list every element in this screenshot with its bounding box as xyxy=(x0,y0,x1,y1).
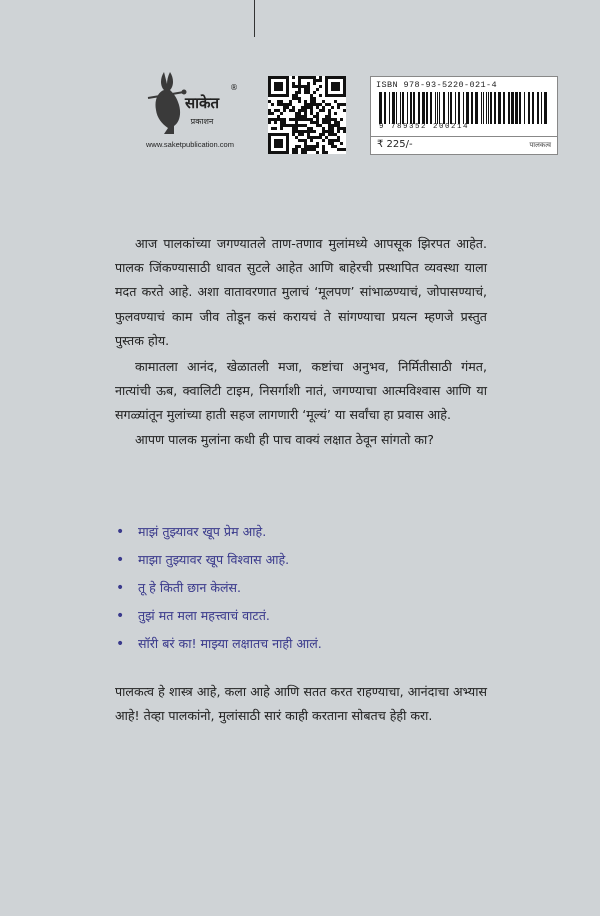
blurb-paragraph-1: आज पालकांच्या जगण्यातले ताण-तणाव मुलांमध्ये आपसूक झिरपत आहेत. पालक जिंकण्यासाठी धावत सुटले आहेत आणि बाहेरची प्रस्थापित व्यवस्था याला मदत करते आहे. अशा वातावरणात मुलाचं ‘मूलपण’ सांभाळण्याचं, जोपासण्याचं, फुलवण्याचं काम जीव तोडून कसं करायचं ते सांगण्याचा प्रयत्न म्हणजे प्रस्तुत पुस्तक होय. xyxy=(115,236,487,348)
bullet-icon: • xyxy=(116,552,125,568)
closing-paragraph: पालकत्व हे शास्त्र आहे, कला आहे आणि सतत करत राहण्याचा, आनंदाचा अभ्यास आहे! तेव्हा पालकांनो, मुलांसाठी सारं काही करताना सोबतच हेही करा. xyxy=(115,684,487,724)
barcode xyxy=(377,92,551,124)
bullet-icon: • xyxy=(116,608,125,624)
bullet-icon: • xyxy=(116,580,125,596)
publisher-logo xyxy=(120,68,260,158)
back-cover-header xyxy=(0,0,600,170)
registered-mark: ® xyxy=(230,83,238,92)
qr-code xyxy=(268,76,346,154)
list-item: • सॉरी बरं का! माझ्या लक्षातच नाही आलं. xyxy=(116,630,496,658)
blurb-question: आपण पालक मुलांना कधी ही पाच वाक्यं लक्षात ठेवून सांगतो का? xyxy=(135,431,434,447)
list-item: • तुझं मत मला महत्त्वाचं वाटतं. xyxy=(116,602,496,630)
closing-paragraph-block xyxy=(115,680,487,728)
blurb-paragraph-2: कामातला आनंद, खेळातली मजा, कष्टांचा अनुभव, निर्मितीसाठी गंमत, नात्यांची ऊब, क्वालिटी टाइम, निसर्गाशी नातं, जगण्याचा आत्मविश्वास आणि या सगळ्यांतून मुलांच्या हाती सहज लागणारी ‘मूल्यं’ या सर्वांचा हा प्रवास आहे. xyxy=(115,359,487,423)
price: ₹ 225/- xyxy=(377,139,413,150)
logo-subtext: प्रकाशन xyxy=(190,117,214,126)
price-row xyxy=(371,136,557,155)
list-item: • माझा तुझ्यावर खूप विश्वास आहे. xyxy=(116,546,496,574)
list-item: • माझं तुझ्यावर खूप प्रेम आहे. xyxy=(116,518,496,546)
rabbit-logo-icon xyxy=(144,68,244,138)
logo-wordmark: साकेत xyxy=(184,94,220,112)
barcode-digits: 9 789352 200214 xyxy=(379,123,470,131)
genre-label: पालकत्व xyxy=(529,141,551,149)
isbn-barcode-box xyxy=(370,76,558,155)
blurb xyxy=(115,232,487,452)
publisher-website: www.saketpublication.com xyxy=(146,140,234,149)
five-sentences-list xyxy=(116,518,496,658)
bullet-icon: • xyxy=(116,524,125,540)
isbn-label: ISBN 978-93-5220-021-4 xyxy=(376,80,498,90)
bullet-icon: • xyxy=(116,636,125,652)
list-item: • तू हे किती छान केलंस. xyxy=(116,574,496,602)
